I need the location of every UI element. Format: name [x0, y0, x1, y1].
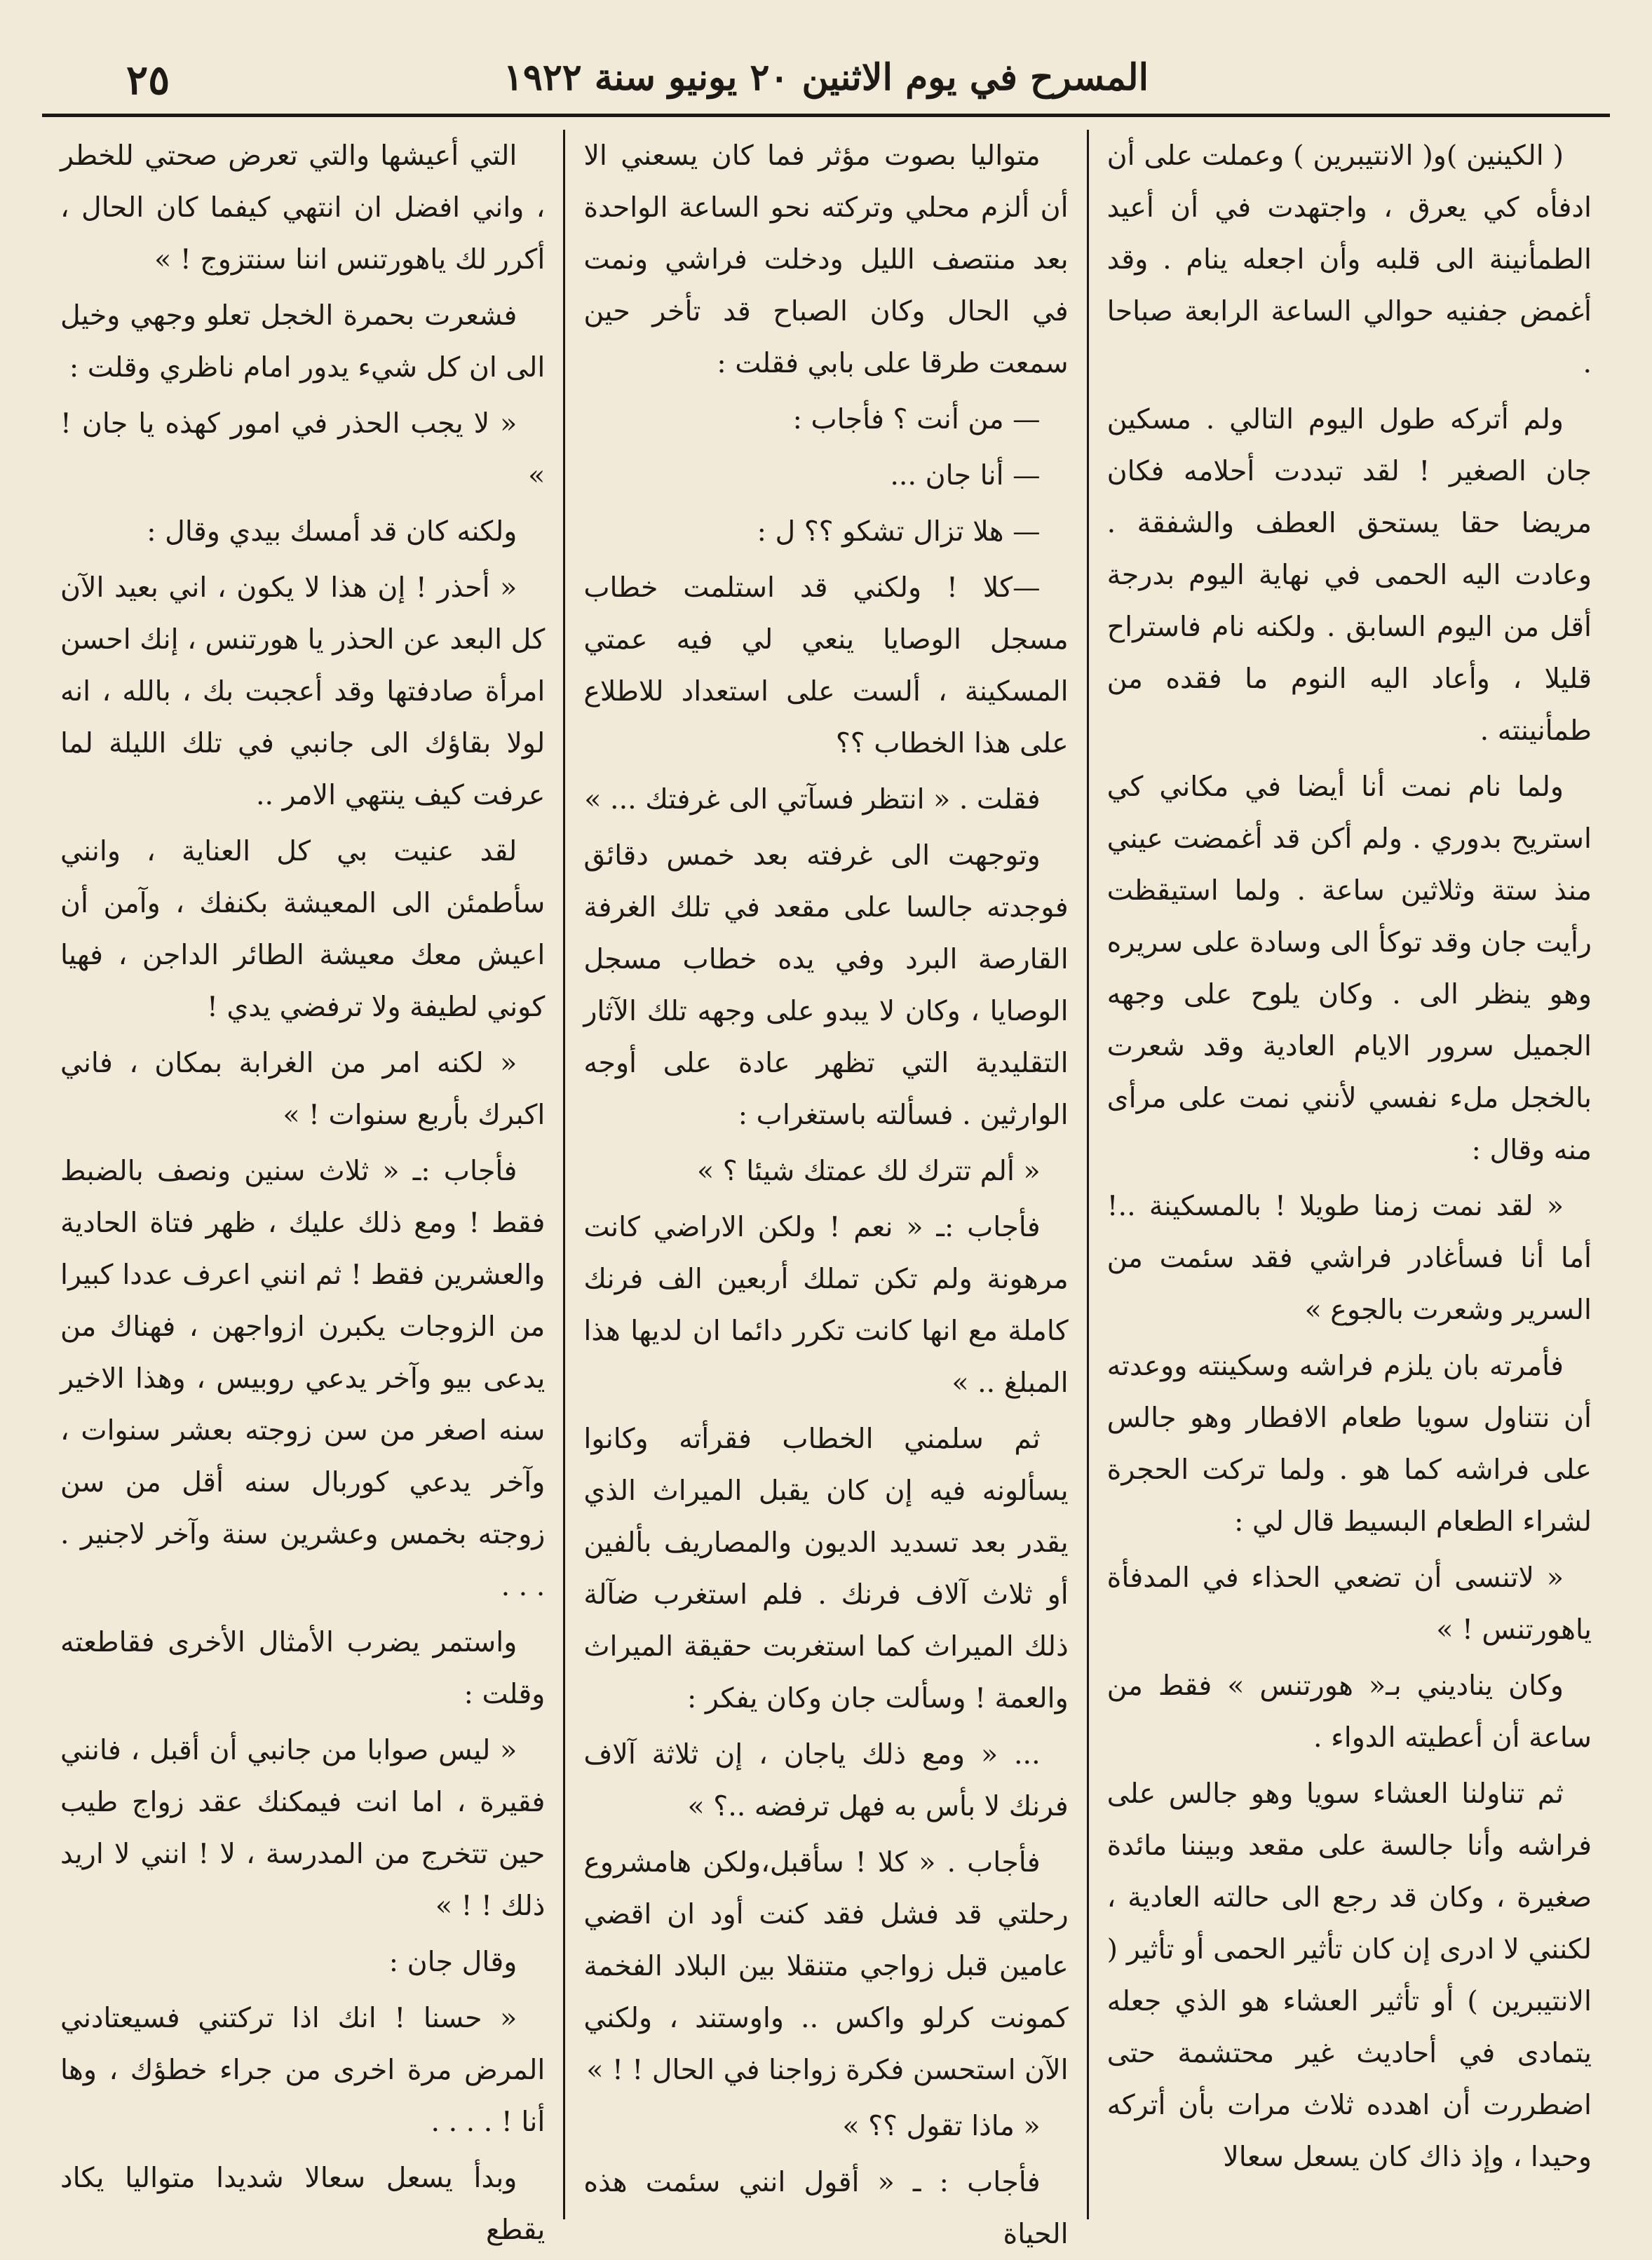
column-right [1089, 130, 1610, 2219]
paragraph: ولم أتركه طول اليوم التالي . مسكين جان الصغير ! لقد تبددت أحلامه فكان مريضا حقا يستحق العطف والشفقة . وعادت اليه الحمى في نهاية اليوم بدرجة أقل من اليوم السابق . ولكنه نام فاستراح قليلا ، وأعاد اليه النوم ما فقده من طمأنينته . [1106, 403, 1592, 747]
paragraph: « ليس صوابا من جانبي أن أقبل ، فانني فقيرة ، اما انت فيمكنك عقد زواج طيب حين تتخرج من المدرسة ، لا ! انني لا اريد ذلك ! ! » [60, 1734, 546, 1922]
paragraph: ولما نام نمت أنا أيضا في مكاني كي استريح بدوري . ولم أكن قد أغمضت عيني منذ ستة وثلاثين ساعة . ولما استيقظت رأيت جان وقد توكأ الى وسادة على سريره وهو ينظر الى . وكان يلوح على وجهه الجميل سرور الايام العادية وقد شعرت بالخجل ملء نفسي لأنني نمت على مرأى منه وقال : [1106, 771, 1592, 1166]
masthead-title: المسرح في يوم الاثنين ٢٠ يونيو سنة ١٩٢٢ [503, 55, 1149, 99]
paragraph: واستمر يضرب الأمثال الأخرى فقاطعته وقلت : [60, 1626, 546, 1710]
column-left [42, 130, 563, 2246]
paragraph: فأجاب : ـ « أقول انني سئمت هذه الحياة [583, 2166, 1069, 2250]
paragraph: « ألم تترك لك عمتك شيئا ؟ » [697, 1155, 1041, 1187]
paragraph: وتوجهت الى غرفته بعد خمس دقائق فوجدته جالسا على مقعد في تلك الغرفة القارصة البرد وفي يده خطاب مسجل الوصايا ، وكان لا يبدو على وجهه تلك الآثار التقليدية التي تظهر عادة على أوجه الوارثين . فسألته باستغراب : [583, 839, 1069, 1131]
page-number: ٢٥ [126, 56, 170, 104]
paragraph: لقد عنيت بي كل العناية ، وانني سأطمئن الى المعيشة بكنفك ، وآمن أن اعيش معك معيشة الطائر الداجن ، فهيا كوني لطيفة ولا ترفضي يدي ! [60, 835, 546, 1023]
paragraph: فأجاب . « كلا ! سأقبل،ولكن هامشروع رحلتي قد فشل فقد كنت أود ان اقضي عامين قبل زواجي متنقلا بين البلاد الفخمة كمونت كرلو واكس .. واوستند ، ولكني الآن استحسن فكرة زواجنا في الحال ! ! » [583, 1846, 1069, 2086]
paragraph: — أنا جان ... [890, 459, 1041, 492]
paragraph: « لقد نمت زمنا طويلا ! بالمسكينة ..! أما أنا فسأغادر فراشي فقد سئمت من السرير وشعرت بالجوع » [1106, 1190, 1592, 1326]
paragraph: « ماذا تقول ؟؟ » [842, 2110, 1041, 2142]
paragraph: « لاتنسى أن تضعي الحذاء في المدفأة ياهورتنس ! » [1106, 1562, 1592, 1646]
article-columns [42, 130, 1610, 2250]
paragraph: وبدأ يسعل سعالا شديدا متواليا يكاد يقطع [60, 2162, 546, 2246]
paragraph: —كلا ! ولكني قد استلمت خطاب مسجل الوصايا ينعي لي فيه عمتي المسكينة ، ألست على استعداد للاطلاع على هذا الخطاب ؟؟ [583, 571, 1069, 759]
paragraph: « أحذر ! إن هذا لا يكون ، اني بعيد الآن كل البعد عن الحذر يا هورتنس ، إنك احسن امرأة صادفتها وقد أعجبت بك ، بالله ، انه لولا بقاؤك الى جانبي في تلك الليلة لما عرفت كيف ينتهي الامر .. [60, 571, 546, 811]
paragraph: التي أعيشها والتي تعرض صحتي للخطر ، واني افضل ان انتهي كيفما كان الحال ، أكرر لك ياهورتنس اننا سنتزوج ! » [60, 140, 546, 276]
paragraph: متواليا بصوت مؤثر فما كان يسعني الا أن ألزم محلي وتركته نحو الساعة الواحدة بعد منتصف الليل ودخلت فراشي ونمت في الحال وكان الصباح قد تأخر حين سمعت طرقا على بابي فقلت : [583, 140, 1069, 379]
paragraph: ثم سلمني الخطاب فقرأته وكانوا يسألونه فيه إن كان يقبل الميراث الذي يقدر بعد تسديد الديون والمصاريف بألفين أو ثلاث آلاف فرنك . فلم استغرب ضآلة ذلك الميراث كما استغربت حقيقة الميراث والعمة ! وسألت جان وكان يفكر : [583, 1423, 1069, 1714]
paragraph: — هلا تزال تشكو ؟؟ ل : [757, 515, 1041, 548]
paragraph: فأجاب :ـ « نعم ! ولكن الاراضي كانت مرهونة ولم تكن تملك أربعين الف فرنك كاملة مع انها كانت تكرر دائما ان لديها هذا المبلغ .. » [583, 1211, 1069, 1399]
column-middle [565, 130, 1086, 2250]
paragraph: — من أنت ؟ فأجاب : [792, 403, 1041, 435]
paragraph: وقال جان : [388, 1946, 517, 1978]
paragraph: ثم تناولنا العشاء سويا وهو جالس على فراشه وأنا جالسة على مقعد وبيننا مائدة صغيرة ، وكان قد رجع الى حالته العادية ، لكنني لا ادرى إن كان تأثير الحمى أو تأثير ( الانتيبرين ) أو تأثير العشاء هو الذي جعله يتمادى في أحاديث غير محتشمة حتى اضطررت أن اهدده ثلاث مرات بأن أتركه وحيدا ، وإذ ذاك كان يسعل سعالا [1106, 1778, 1592, 2173]
paragraph: « لا يجب الحذر في امور كهذه يا جان ! » [60, 407, 546, 492]
paragraph: ( الكينين )و( الانتيبرين ) وعملت على أن ادفأه كي يعرق ، واجتهدت في أن أعيد الطمأنينة الى قلبه وأن اجعله ينام . وقد أغمض جفنيه حوالي الساعة الرابعة صباحا . [1106, 140, 1592, 379]
paragraph: فشعرت بحمرة الخجل تعلو وجهي وخيل الى ان كل شيء يدور امام ناظري وقلت : [60, 299, 546, 384]
paragraph: ولكنه كان قد أمسك بيدي وقال : [147, 515, 517, 548]
paragraph: فأمرته بان يلزم فراشه وسكينته ووعدته أن نتناول سويا طعام الافطار وهو جالس على فراشه كما هو . ولما تركت الحجرة لشراء الطعام البسيط قال لي : [1106, 1350, 1592, 1538]
paragraph: فقلت . « انتظر فسآتي الى غرفتك ... » [584, 783, 1041, 816]
page-header [42, 49, 1610, 105]
paragraph: وكان يناديني بـ« هورتنس » فقط من ساعة أن أعطيته الدواء . [1106, 1670, 1592, 1754]
paragraph: « حسنا ! انك اذا تركتني فسيعتادني المرض مرة اخرى من جراء خطؤك ، وها أنا ! . . . . [60, 2002, 546, 2138]
paragraph: « لكنه امر من الغرابة بمكان ، فاني اكبرك بأربع سنوات ! » [60, 1047, 546, 1131]
paragraph: ... « ومع ذلك ياجان ، إن ثلاثة آلاف فرنك لا بأس به فهل ترفضه ..؟ » [583, 1738, 1069, 1822]
paragraph: فأجاب :ـ « ثلاث سنين ونصف بالضبط فقط ! ومع ذلك عليك ، ظهر فتاة الحادية والعشرين فقط ! ثم انني اعرف عددا كبيرا من الزوجات يكبرن ازواجهن ، فهناك من يدعى بيو وآخر يدعي روبيس ، وهذا الاخير سنه اصغر من سن زوجته بعشر سنوات ، وآخر يدعي كوربال سنه أقل من سن زوجته بخمس وعشرين سنة وآخر لاجنير . . . . [60, 1155, 546, 1602]
header-rule [42, 114, 1610, 117]
